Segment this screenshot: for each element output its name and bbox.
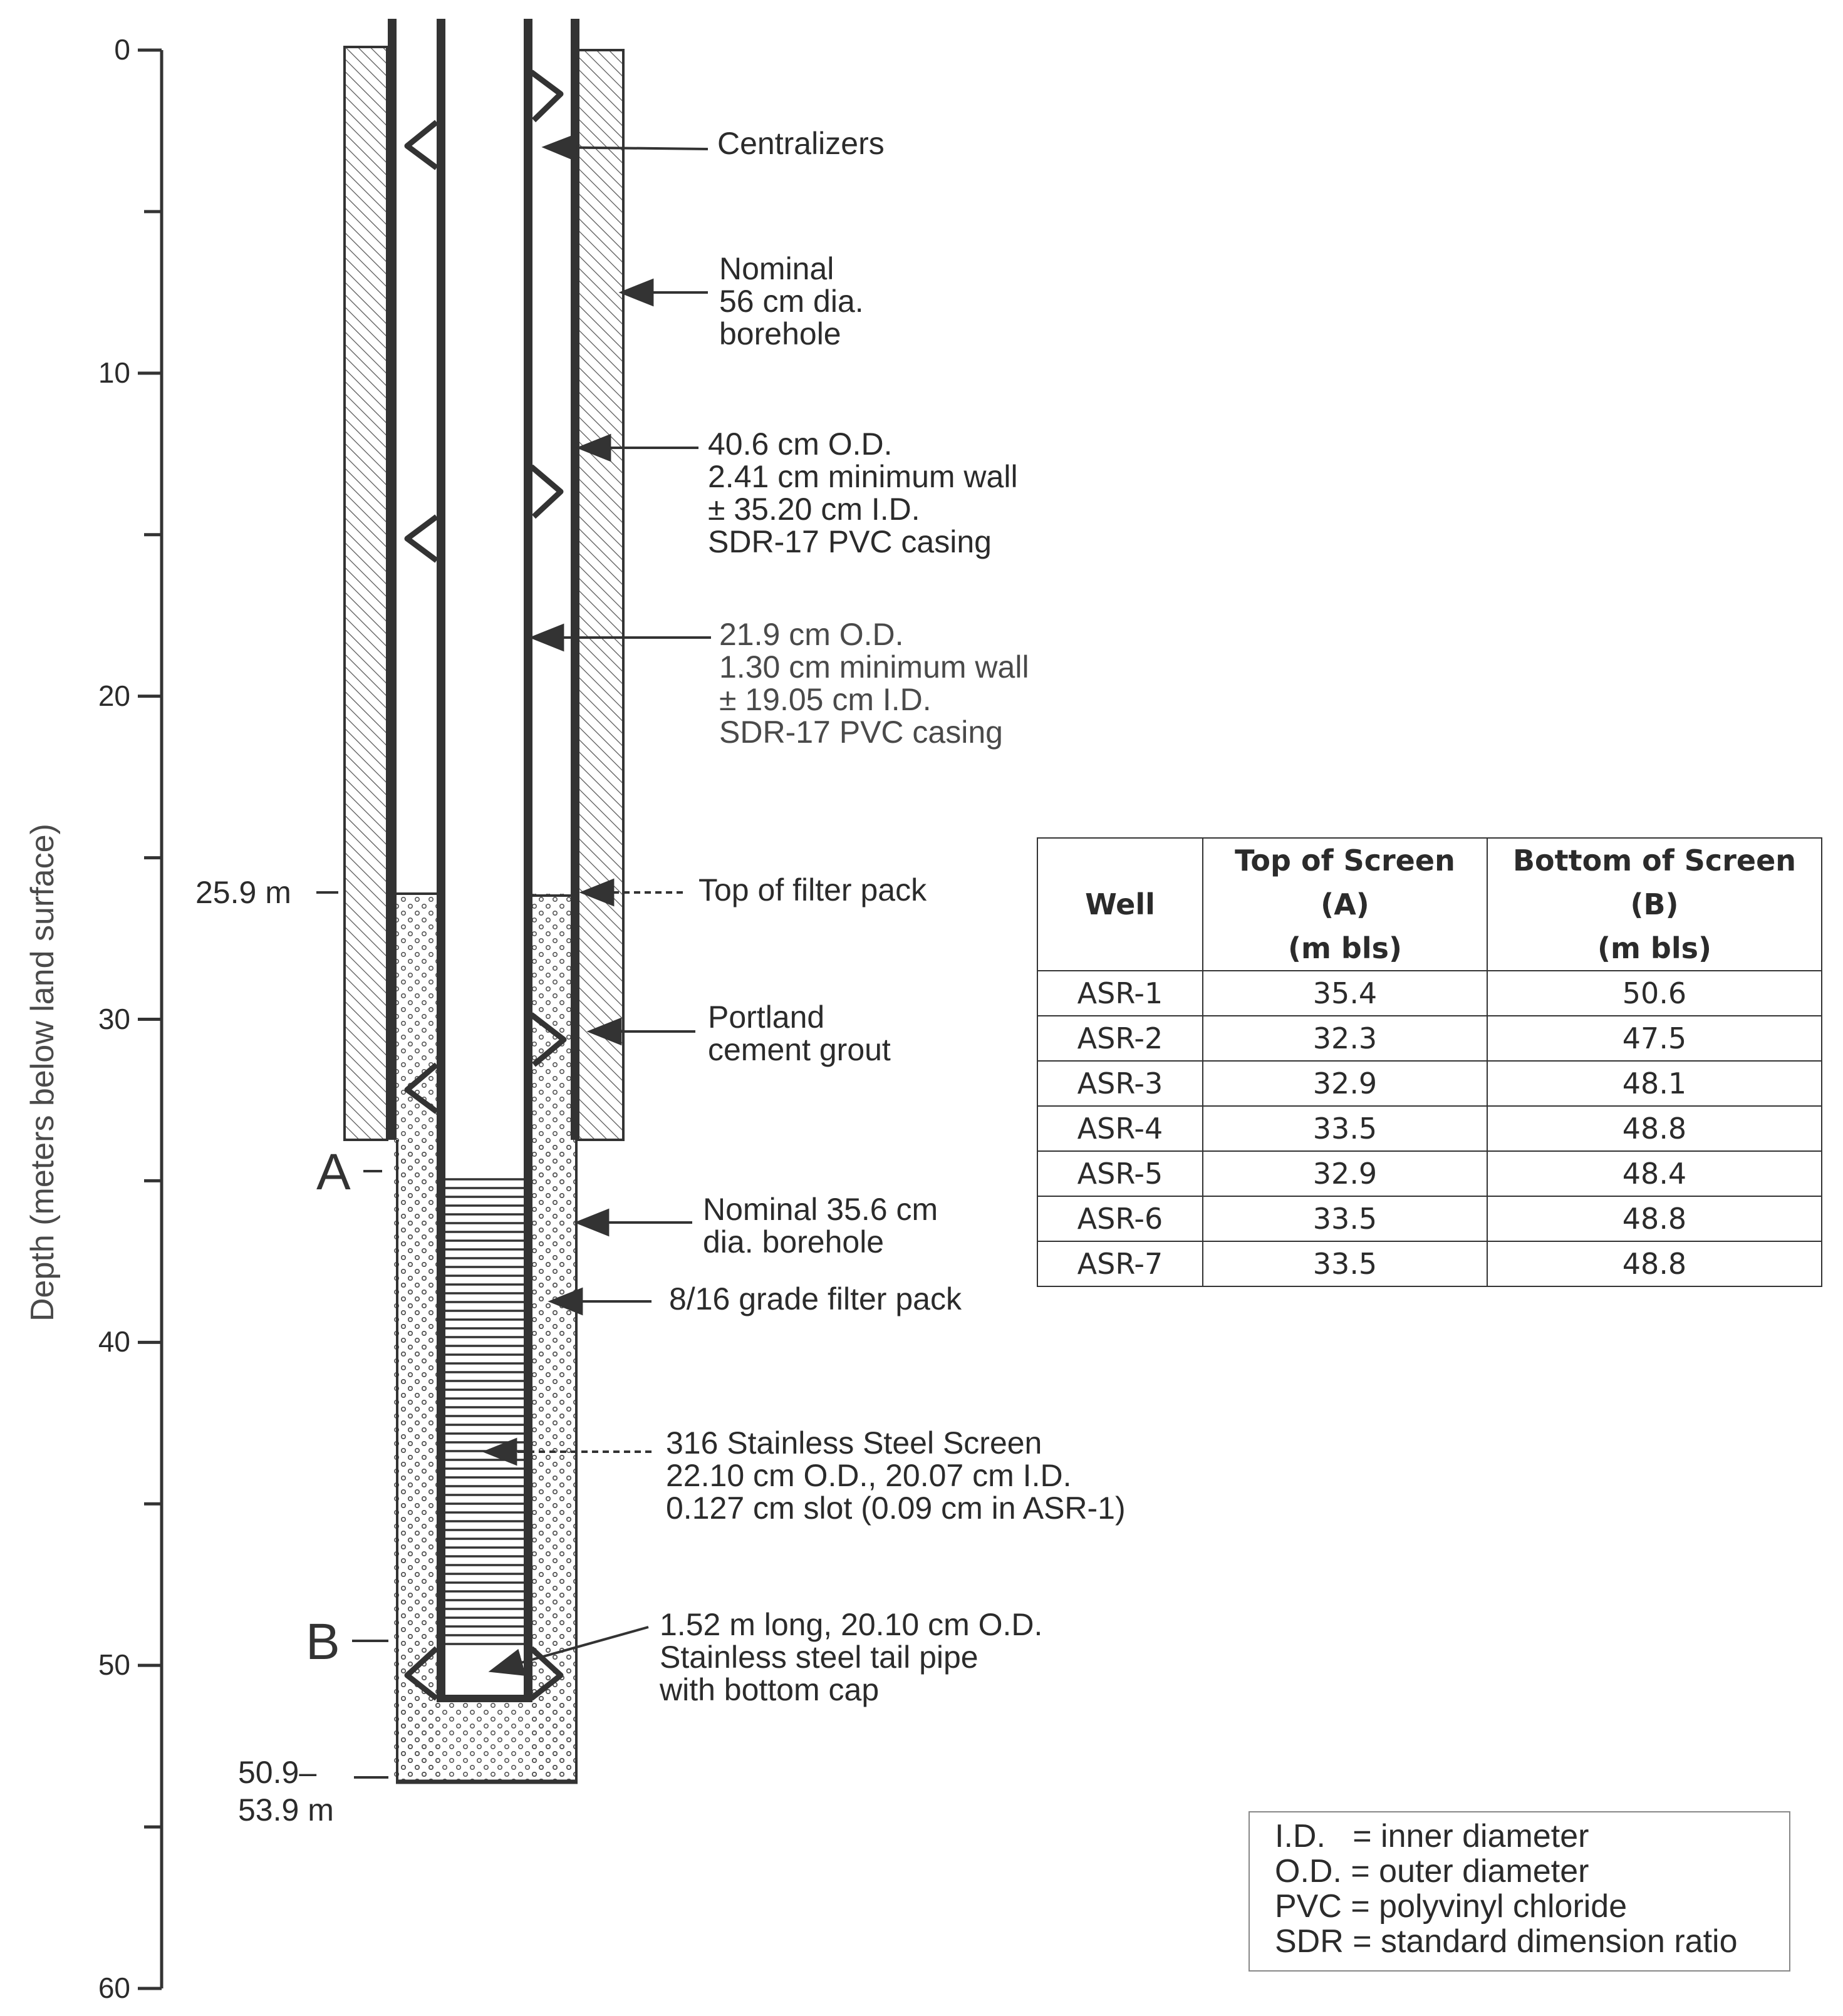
- cell-top-of-screen: 33.5: [1203, 1196, 1487, 1241]
- legend-item-pvc: PVC = polyvinyl chloride: [1275, 1888, 1628, 1925]
- table-header-row: [1037, 838, 1822, 971]
- cell-bottom-of-screen: 48.8: [1487, 1241, 1822, 1286]
- annotation-line: 316 Stainless Steel Screen: [666, 1425, 1042, 1460]
- table-row: [1037, 1061, 1822, 1106]
- tail-pipe-label: [660, 1608, 1042, 1706]
- annotation-line: Portland: [708, 1000, 825, 1035]
- annotation-line: Stainless steel tail pipe: [660, 1640, 979, 1675]
- annotation-line: dia. borehole: [703, 1224, 885, 1259]
- tick-label: 30: [98, 1002, 130, 1035]
- annotation-line: 1.52 m long, 20.10 cm O.D.: [660, 1607, 1043, 1642]
- cell-top-of-screen: 33.5: [1203, 1241, 1487, 1286]
- cell-top-of-screen: 33.5: [1203, 1106, 1487, 1151]
- cell-well: ASR-2: [1037, 1016, 1203, 1061]
- cell-well: ASR-1: [1037, 971, 1203, 1016]
- filter-top-label: [698, 874, 927, 906]
- annotation-line: 2.41 cm minimum wall: [708, 459, 1018, 494]
- annotation-line: 0.127 cm slot (0.09 cm in ASR-1): [666, 1491, 1126, 1526]
- table-row: [1037, 1016, 1822, 1061]
- cell-well: ASR-6: [1037, 1196, 1203, 1241]
- borehole56-label: [719, 252, 864, 350]
- header-top-of-screen: Top of Screen (A) (m bls): [1203, 838, 1487, 971]
- tick-label: 10: [98, 356, 130, 389]
- cell-well: ASR-5: [1037, 1151, 1203, 1196]
- cell-top-of-screen: 32.9: [1203, 1061, 1487, 1106]
- table-row: [1037, 1106, 1822, 1151]
- header-bottom-of-screen: Bottom of Screen (B) (m bls): [1487, 838, 1822, 971]
- annotation-line: ± 19.05 cm I.D.: [719, 682, 932, 717]
- borehole356-label: [703, 1193, 938, 1258]
- grout-left: [345, 47, 387, 1140]
- depth-axis: [138, 50, 162, 1988]
- inner-casing-label: [719, 618, 1029, 748]
- tick-label: 60: [98, 1972, 130, 2004]
- cell-well: ASR-4: [1037, 1106, 1203, 1151]
- annotation-line: 21.9 cm O.D.: [719, 617, 904, 652]
- table-row: [1037, 1151, 1822, 1196]
- annotation-line: 8/16 grade filter pack: [669, 1281, 962, 1316]
- annotation-line: 1.30 cm minimum wall: [719, 649, 1029, 685]
- legend-item-od: O.D. = outer diameter: [1275, 1853, 1589, 1889]
- legend-item-sdr: SDR = standard dimension ratio: [1275, 1923, 1738, 1960]
- screen-top-marker-A: A: [316, 1144, 351, 1201]
- annotation-line: 22.10 cm O.D., 20.07 cm I.D.: [666, 1458, 1072, 1493]
- annotation-line: Top of filter pack: [698, 872, 927, 907]
- cell-well: ASR-3: [1037, 1061, 1203, 1106]
- annotation-line: with bottom cap: [660, 1672, 880, 1707]
- tick-label: 20: [98, 679, 130, 712]
- cell-bottom-of-screen: 48.1: [1487, 1061, 1822, 1106]
- annotation-line: Nominal 35.6 cm: [703, 1192, 938, 1227]
- cell-well: ASR-7: [1037, 1241, 1203, 1286]
- cell-bottom-of-screen: 48.4: [1487, 1151, 1822, 1196]
- screen-depth-table: [1037, 837, 1822, 1287]
- centralizer-icon: [531, 72, 561, 120]
- tick-label: 0: [114, 33, 130, 66]
- annotation-line: ± 35.20 cm I.D.: [708, 492, 920, 527]
- screen-label: [666, 1427, 1126, 1524]
- header-well: Well: [1037, 838, 1203, 971]
- screen-bottom-marker-B: B: [306, 1613, 340, 1670]
- annotation-line: Centralizers: [717, 126, 885, 161]
- tick-label: 40: [98, 1325, 130, 1358]
- filter-pack-bottom: [396, 1698, 578, 1782]
- annotation-line: Nominal: [719, 251, 834, 286]
- cell-top-of-screen: 32.3: [1203, 1016, 1487, 1061]
- cell-bottom-of-screen: 48.8: [1487, 1196, 1822, 1241]
- legend-item-id: I.D. = inner diameter: [1275, 1818, 1589, 1854]
- table-row: [1037, 1241, 1822, 1286]
- annotation-line: cement grout: [708, 1032, 891, 1067]
- centralizer-icon: [531, 467, 561, 517]
- annotation-line: 40.6 cm O.D.: [708, 426, 893, 462]
- filter-top-depth-label: 25.9 m: [195, 875, 291, 910]
- stainless-screen: [445, 1177, 524, 1648]
- axis-title: Depth (meters below land surface): [24, 824, 61, 1321]
- grout-right: [578, 50, 623, 1140]
- table-body: [1037, 971, 1822, 1286]
- bottom-depth-label: [238, 1754, 334, 1829]
- table-row: [1037, 971, 1822, 1016]
- cell-bottom-of-screen: 47.5: [1487, 1016, 1822, 1061]
- annotation-line: SDR-17 PVC casing: [708, 524, 992, 559]
- centralizer-icon: [407, 517, 437, 561]
- bottom-depth-line1: 50.9–: [238, 1755, 317, 1790]
- cell-bottom-of-screen: 48.8: [1487, 1106, 1822, 1151]
- bottom-depth-line2: 53.9 m: [238, 1792, 334, 1827]
- abbreviation-legend: [1249, 1811, 1790, 1972]
- annotation-line: SDR-17 PVC casing: [719, 715, 1003, 750]
- centralizer-icon: [407, 122, 437, 168]
- outer-casing-label: [708, 428, 1018, 558]
- centralizers-label: [717, 127, 885, 160]
- annotation-line: borehole: [719, 316, 841, 351]
- annotation-line: 56 cm dia.: [719, 284, 864, 319]
- filter-pack-label: [669, 1283, 962, 1315]
- tick-label: 50: [98, 1648, 130, 1682]
- filter-pack-lower-right: [529, 1140, 576, 1782]
- centralizers-arrow: [545, 147, 708, 149]
- table-row: [1037, 1196, 1822, 1241]
- axis-ticks: [138, 50, 162, 1988]
- cell-top-of-screen: 32.9: [1203, 1151, 1487, 1196]
- tail-pipe: [441, 1648, 528, 1698]
- cell-top-of-screen: 35.4: [1203, 971, 1487, 1016]
- grout-label: [708, 1001, 891, 1066]
- cell-bottom-of-screen: 50.6: [1487, 971, 1822, 1016]
